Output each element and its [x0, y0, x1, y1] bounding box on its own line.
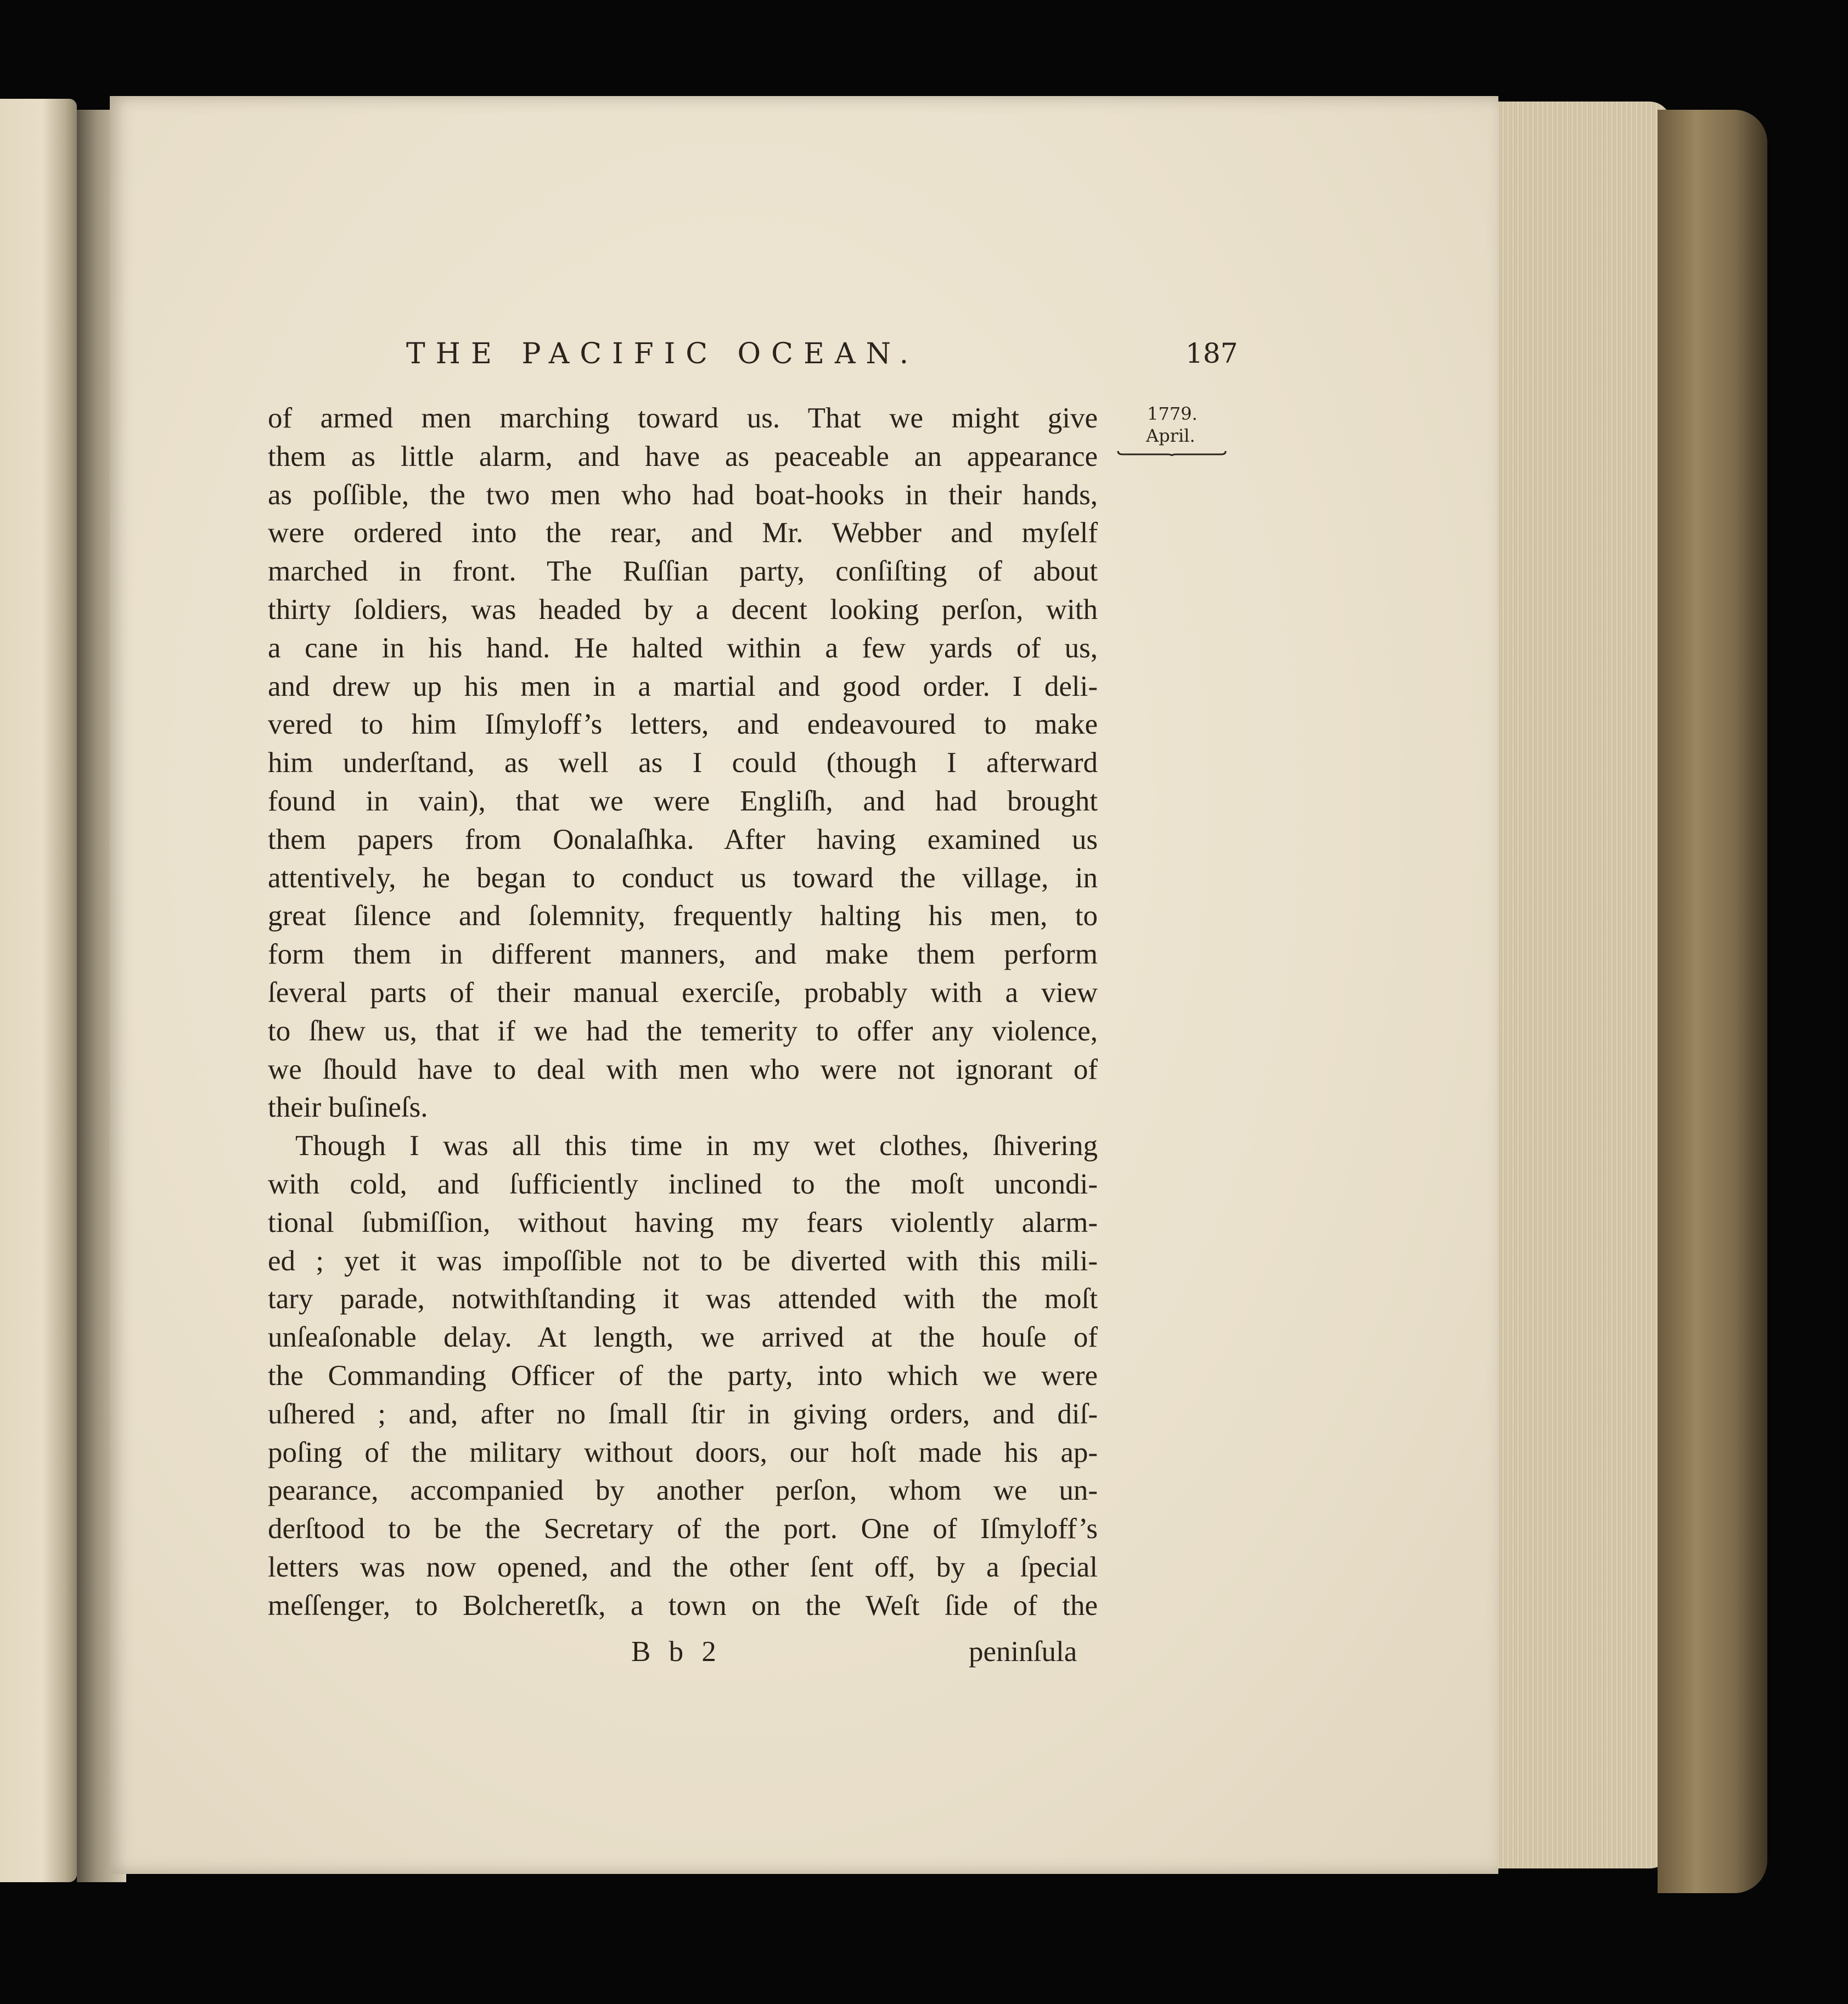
text-line: the Commanding Officer of the party, into which we were: [268, 1359, 1098, 1392]
text-line: letters was now opened, and the other ſent off, by a ſpecial: [268, 1551, 1098, 1583]
text-line: them papers from Oonalaſhka. After having examined us: [268, 823, 1098, 855]
text-line: of armed men marching toward us. That we might give: [268, 402, 1098, 434]
text-line: with cold, and ſufficiently inclined to the moſt uncondi-: [268, 1168, 1098, 1200]
text-line: a cane in his hand. He halted within a few yards of us,: [268, 632, 1098, 664]
text-line: attentively, he began to conduct us toward the village, in: [268, 862, 1098, 894]
text-line: tional ſubmiſſion, without having my fears violently alarm-: [268, 1206, 1098, 1239]
text-line: meſſenger, to Bolcheretſk, a town on the Weſt ſide of the: [268, 1589, 1098, 1622]
text-line: their buſineſs.: [268, 1091, 428, 1124]
text-line: pearance, accompanied by another perſon, whom we un-: [268, 1474, 1098, 1507]
paragraph-2: [268, 1127, 1098, 1625]
text-line: found in vain), that we were Engliſh, and had brought: [268, 785, 1098, 817]
text-line: ed ; yet it was impoſſible not to be diverted with this mili-: [268, 1245, 1098, 1277]
text-line: unſeaſonable delay. At length, we arrived at the houſe of: [268, 1321, 1098, 1354]
running-head: THE PACIFIC OCEAN.: [406, 337, 919, 370]
text-line: as poſſible, the two men who had boat-hooks in their hands,: [268, 479, 1098, 511]
text-line: marched in front. The Ruſſian party, conſiſting of about: [268, 555, 1098, 588]
text-line: uſhered ; and, after no ſmall ſtir in giving orders, and diſ-: [268, 1398, 1098, 1430]
facing-page-edge: [0, 99, 77, 1882]
text-line: derſtood to be the Secretary of the port. One of Iſmyloff’s: [268, 1513, 1098, 1545]
text-line: them as little alarm, and have as peaceable an appearance: [268, 440, 1098, 472]
text-line: tary parade, notwithſtanding it was attended with the moſt: [268, 1283, 1098, 1315]
text-line: Though I was all this time in my wet clothes, ſhivering: [295, 1130, 1098, 1162]
margin-note-month: April.: [1146, 425, 1195, 446]
book-cover-edge: [1658, 110, 1767, 1893]
signature-mark: B b 2: [631, 1636, 722, 1668]
text-line: we ſhould have to deal with men who were not ignorant of: [268, 1053, 1098, 1085]
text-line: to ſhew us, that if we had the temerity to offer any violence,: [268, 1015, 1098, 1047]
paragraph-1: [268, 399, 1098, 1127]
body-text: [268, 399, 1098, 1625]
text-line: poſing of the military without doors, our hoſt made his ap-: [268, 1436, 1098, 1468]
text-line: great ſilence and ſolemnity, frequently halting his men, to: [268, 900, 1098, 932]
text-line: vered to him Iſmyloff’s letters, and endeavoured to make: [268, 708, 1098, 741]
catchword: peninſula: [969, 1636, 1077, 1668]
text-line: and drew up his men in a martial and good order. I deli-: [268, 670, 1098, 702]
text-line: ſeveral parts of their manual exerciſe, probably with a view: [268, 976, 1098, 1009]
page-number: 187: [1186, 337, 1238, 369]
margin-brace-icon: [1117, 449, 1227, 457]
text-line: thirty ſoldiers, was headed by a decent looking perſon, with: [268, 593, 1098, 626]
page-block-edge: [1490, 102, 1671, 1868]
text-line: form them in different manners, and make them perform: [268, 938, 1098, 971]
margin-note-year: 1779.: [1147, 403, 1198, 424]
text-line: were ordered into the rear, and Mr. Webber and myſelf: [268, 517, 1098, 549]
text-line: him underſtand, as well as I could (though I afterward: [268, 747, 1098, 779]
